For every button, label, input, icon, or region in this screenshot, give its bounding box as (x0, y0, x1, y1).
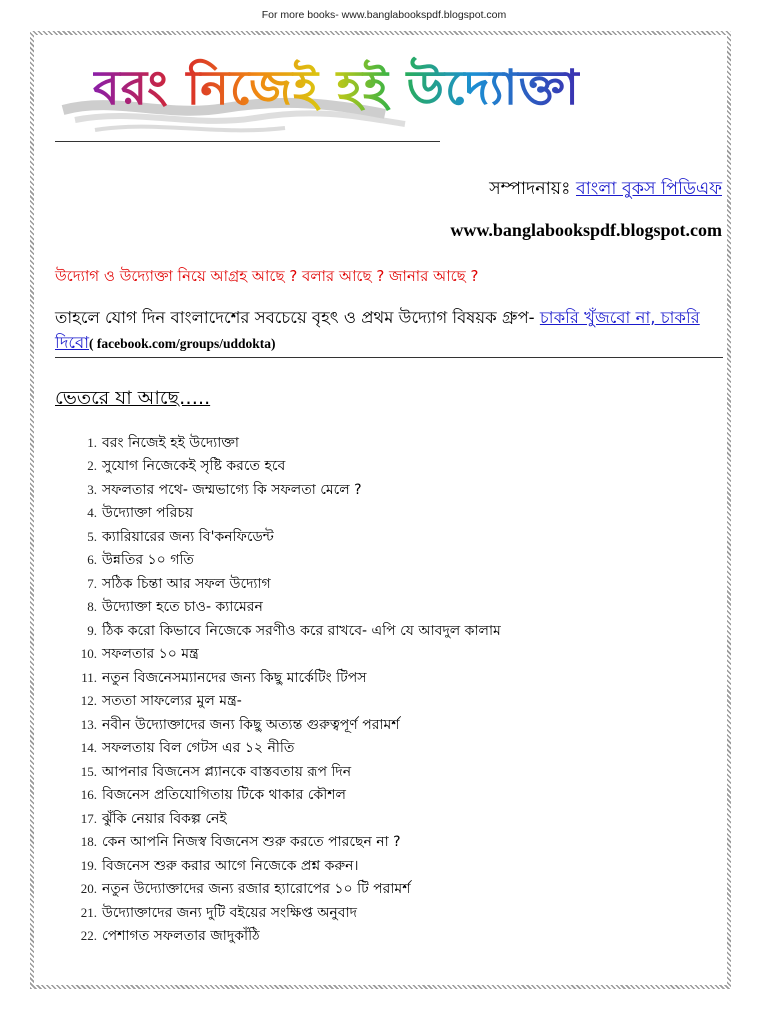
join-prefix: তাহলে যোগ দিন বাংলাদেশের সবচেয়ে বৃহৎ ও প্রথম উদ্যোগ বিষয়ক গ্রুপ- (55, 308, 540, 327)
group-link[interactable]: চাকরি খুঁজবো না, চাকরি দিবো (55, 308, 700, 352)
toc-item-title: সততা সাফল্যের মুল মন্ত্র- (102, 693, 242, 710)
toc-item-number: 16. (80, 787, 97, 803)
toc-item-title: আপনার বিজনেস প্ল্যানকে বাস্তবতায় রূপ দিন (102, 763, 352, 780)
toc-item-number: 1. (87, 434, 97, 450)
toc-item-title: কেন আপনি নিজস্ব বিজনেস শুরু করতে পারছেন না ? (102, 834, 401, 851)
toc-item-title: নতুন বিজনেসম্যানদের জন্য কিছু মার্কেটিং টিপস (102, 669, 367, 686)
toc-item-number: 13. (80, 716, 97, 732)
toc-item-title: সঠিক চিন্তা আর সফল উদ্যোগ (102, 575, 271, 592)
toc-item (60, 455, 501, 479)
toc-item-number: 14. (80, 740, 97, 756)
toc-item-number: 22. (80, 928, 97, 944)
toc-item-title: উদ্যোক্তাদের জন্য দুটি বইয়ের সংক্ষিপ্ত অনুবাদ (102, 904, 357, 921)
toc-item (60, 431, 501, 455)
toc-item-number: 7. (87, 575, 97, 591)
toc-item (60, 549, 501, 573)
toc-item-number: 21. (80, 904, 97, 920)
toc-item-title: নতুন উদ্যোক্তাদের জন্য রজার হ্যারোপের ১০ টি পরামর্শ (102, 881, 411, 898)
toc-item-title: উদ্যোক্তা পরিচয় (102, 505, 194, 522)
toc-item-number: 11. (81, 669, 97, 685)
toc-item (60, 596, 501, 620)
toc-item (60, 666, 501, 690)
toc-item-number: 8. (87, 599, 97, 615)
divider-short (55, 141, 440, 142)
toc-item-number: 3. (87, 481, 97, 497)
toc-item (60, 831, 501, 855)
toc-item-number: 19. (80, 857, 97, 873)
toc-item-number: 5. (87, 528, 97, 544)
toc-item (60, 713, 501, 737)
toc-item-number: 2. (87, 458, 97, 474)
divider-long (55, 357, 723, 358)
join-paragraph (55, 305, 720, 356)
toc-item-title: উদ্যোক্তা হতে চাও- ক্যামেরন (102, 599, 263, 616)
toc-item-number: 15. (80, 763, 97, 779)
toc-item (60, 643, 501, 667)
toc-item-number: 12. (80, 693, 97, 709)
contents-heading: ভেতরে যা আছে….. (55, 387, 211, 409)
interest-line: উদ্যোগ ও উদ্যোক্তা নিয়ে আগ্রহ আছে ? বলার আছে ? জানার আছে ? (55, 267, 479, 285)
toc-item-number: 20. (80, 881, 97, 897)
header-note: For more books- www.banglabookspdf.blogspot.com (261, 9, 507, 21)
website-url: www.banglabookspdf.blogspot.com (450, 220, 722, 240)
toc-item-title: বিজনেস প্রতিযোগিতায় টিকে থাকার কৌশল (102, 787, 346, 804)
toc-item-title: পেশাগত সফলতার জাদুকাঁঠি (102, 928, 260, 945)
toc-item (60, 878, 501, 902)
toc-item-number: 17. (80, 810, 97, 826)
toc-item (60, 901, 501, 925)
toc-item-title: বরং নিজেই হই উদ্যোক্তা (102, 434, 239, 451)
toc-item-title: সুযোগ নিজেকেই সৃষ্টি করতে হবে (102, 458, 286, 475)
toc-item-number: 9. (87, 622, 97, 638)
toc-item (60, 737, 501, 761)
toc-item (60, 690, 501, 714)
toc-item (60, 760, 501, 784)
toc-item-number: 4. (87, 505, 97, 521)
title-logo (55, 48, 580, 138)
toc-item-title: বিজনেস শুরু করার আগে নিজেকে প্রশ্ন করুন। (102, 857, 359, 874)
table-of-contents (60, 431, 501, 948)
editor-link[interactable]: বাংলা বুকস পিডিএফ (575, 179, 722, 199)
toc-item (60, 619, 501, 643)
toc-item (60, 807, 501, 831)
book-title: বরং নিজেই হই উদ্যোক্তা (93, 52, 580, 131)
toc-item-number: 10. (80, 646, 97, 662)
toc-item-title: নবীন উদ্যোক্তাদের জন্য কিছু অত্যন্ত গুরুত্বপূর্ণ পরামর্শ (102, 716, 400, 733)
toc-item (60, 525, 501, 549)
toc-item (60, 502, 501, 526)
toc-item-title: সফলতায় বিল গেটস এর ১২ নীতি (102, 740, 295, 757)
toc-item-title: সফলতার পথে- জম্মভাগ্যে কি সফলতা মেলে ? (102, 481, 362, 498)
editor-line (489, 176, 722, 205)
toc-item-title: ঝুঁকি নেয়ার বিকল্প নেই (102, 810, 227, 827)
toc-item (60, 478, 501, 502)
toc-item-title: ক্যারিয়ারের জন্য বি'কনফিডেন্ট (102, 528, 274, 545)
toc-item-number: 18. (80, 834, 97, 850)
toc-item (60, 854, 501, 878)
facebook-group-url: ( facebook.com/groups/uddokta) (89, 336, 276, 351)
toc-item (60, 572, 501, 596)
toc-item-title: ঠিক করো কিভাবে নিজেকে সরণীও করে রাখবে- এপি যে আবদুল কালাম (102, 622, 501, 639)
editor-label: সম্পাদনায়ঃ (489, 179, 571, 199)
toc-item-title: সফলতার ১০ মন্ত্র (102, 646, 199, 663)
toc-item (60, 925, 501, 949)
toc-item-title: উন্নতির ১০ গতি (102, 552, 194, 569)
toc-item (60, 784, 501, 808)
toc-item-number: 6. (87, 552, 97, 568)
